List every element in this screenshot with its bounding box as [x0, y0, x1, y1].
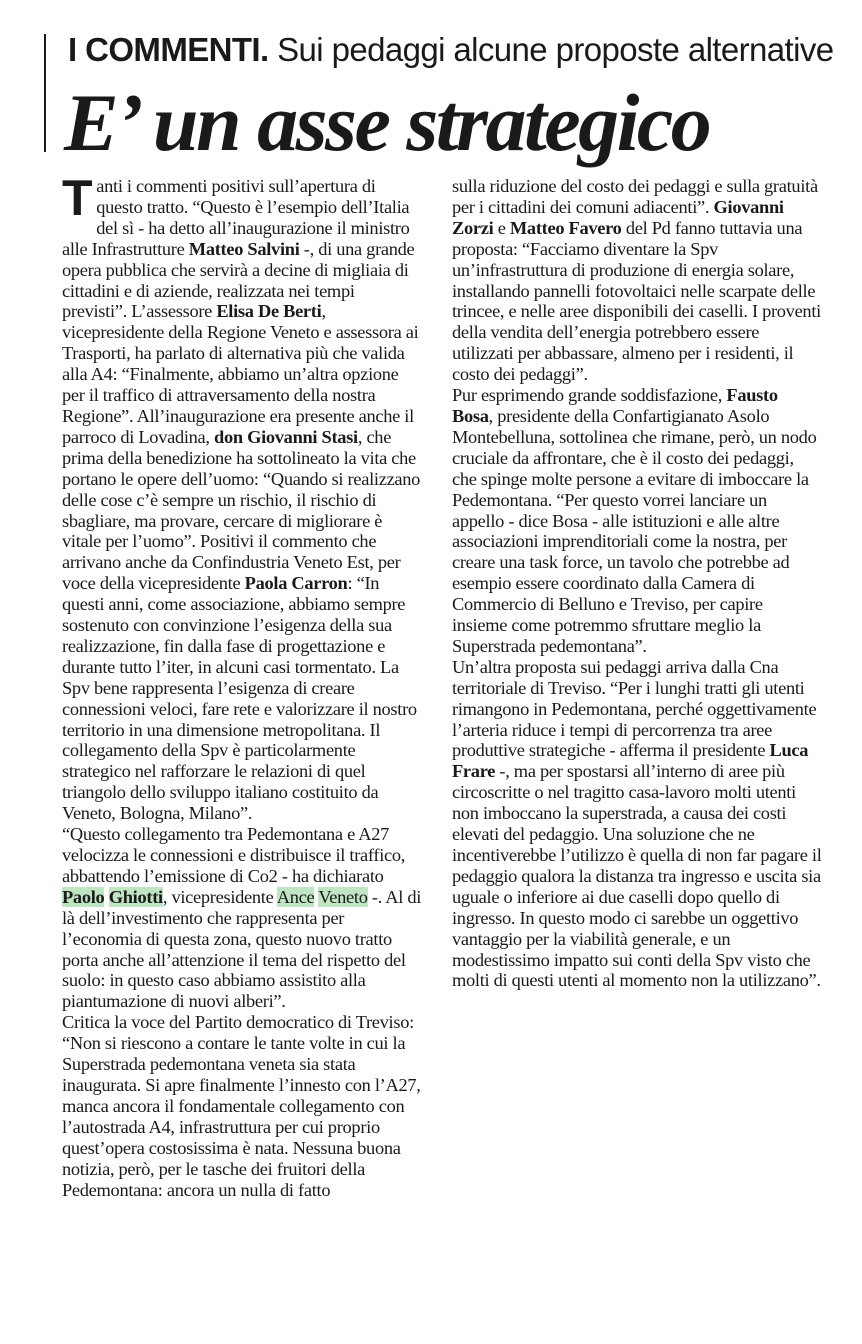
- text-run: sulla riduzione del costo dei pedaggi e sulla gratuità per i cittadini dei comuni adiacenti”.: [452, 176, 818, 217]
- text-run: -. Al di là dell’investimento che rappresenta per l’economia di questa zona, questo nuovo tratto porta anche all’attenzione il tema del rispetto del suolo: in questo caso abbiamo assistito alla piantumazione di nuovi alberi”.: [62, 886, 422, 1012]
- headline: E’ un asse strategico: [64, 77, 710, 168]
- column-left: [62, 170, 422, 1200]
- text-run: , vicepresidente: [162, 886, 277, 907]
- kicker-label: I COMMENTI.: [68, 31, 269, 68]
- text-run: : “In questi anni, come associazione, abbiamo sempre sostenuto con convinzione l’esigenza della sua realizzazione, fin dalla fase di progettazione e durante tutto l’iter, in alcuni casi tormentato. La Spv bene rappresenta l’esigenza di creare connessioni veloci, fare rete e valorizzare il nostro territorio in una dimensione metropolitana. Il collegamento della Spv è particolarmente strategico nel rafforzare le relazioni di quel triangolo dello sviluppo italiano costituito da Veneto, Bologna, Milano”.: [62, 573, 417, 824]
- person-name: don Giovanni Stasi: [214, 426, 358, 447]
- paragraph: [62, 824, 422, 1012]
- text-run: , presidente della Confartigianato Asolo Montebelluna, sottolinea che rimane, però, un nodo cruciale da affrontare, che è il costo dei pedaggi, che spinge molte persone a evitare di imboccare la Pedemontana. “Per questo vorrei lanciare un appello - dice Bosa - alle istituzioni e alle altre associazioni imprenditoriali come la nostra, per creare una task force, un tavolo che potrebbe ad esempio essere coordinato dalla Camera di Commercio di Belluno e Treviso, per capire insieme come potremmo sfruttare meglio la Superstrada pedemontana”.: [452, 405, 817, 656]
- highlighted-name: Ghiotti: [108, 886, 163, 907]
- text-run: “Questo collegamento tra Pedemontana e A27 velocizza le connessioni e distribuisce il traffico, abbattendo l’emissione di Co2 - ha dichiarato: [62, 824, 406, 886]
- text-run: Pur esprimendo grande soddisfazione,: [452, 385, 727, 406]
- person-name: Giovanni Zorzi: [452, 196, 784, 238]
- paragraph: [452, 657, 822, 992]
- text-run: , vicepresidente della Regione Veneto e assessora ai Trasporti, ha parlato di alternativa più che valida alla A4: “Finalmente, abbiamo un’altra opzione per il traffico di attraversamento della nostra Regione”. All’inaugurazione era presente anche il parroco di Lovadina,: [62, 301, 419, 447]
- text-run: e: [493, 217, 510, 238]
- highlighted-org: Veneto: [318, 886, 368, 907]
- highlighted-name: Paolo: [62, 886, 105, 907]
- text-run: anti i commenti positivi sull’apertura di questo tratto. “Questo è l’esempio dell’Italia del sì - ha detto all’inaugurazione il ministro alle Infrastrutture: [62, 176, 410, 259]
- highlighted-org: Ance: [276, 886, 315, 907]
- person-name: Matteo Favero: [509, 217, 622, 238]
- text-run: , che prima della benedizione ha sottolineato la vita che portano le opere dell’uomo: “Quando si realizzano delle cose c’è sempre un rischio, il rischio di sbagliare, ma provare, cercare di migliorare è vitale per l’uomo”. Positivi il commento che arrivano anche da Confindustria Veneto Est, per voce della vicepresidente: [62, 426, 421, 594]
- paragraph: [452, 385, 822, 657]
- paragraph: [452, 176, 822, 385]
- text-run: -, di una grande opera pubblica che servirà a decine di migliaia di cittadini e di aziende, realizzata nei tempi previsti”. L’assessore: [62, 238, 415, 322]
- drop-cap: T: [62, 170, 93, 226]
- person-name: Elisa De Berti: [216, 301, 322, 322]
- person-name: Luca Frare: [452, 740, 809, 782]
- text-run: -, ma per spostarsi all’interno di aree più circoscritte o nel tragitto casa-lavoro molti utenti non imboccano la superstrada, a causa dei costi elevati del pedaggio. Una soluzione che ne incentiverebbe l’utilizzo è quella di non far pagare il pedaggio qualora la distanza tra ingresso e uscita sia uguale o inferiore ai due caselli dopo quello di ingresso. In questo modo ci sarebbe un oggettivo vantaggio per la viabilità generale, e un modestissimo impatto sui conti della Spv visto che molti di questi utenti al momento non la utilizzano”.: [452, 761, 822, 991]
- person-name: Fausto Bosa: [452, 385, 778, 426]
- kicker-text: Sui pedaggi alcune proposte alternative: [268, 31, 834, 68]
- paragraph: [62, 170, 422, 824]
- kicker: [68, 30, 842, 70]
- header-rule: [44, 34, 46, 152]
- person-name: Paola Carron: [244, 573, 348, 594]
- column-right: [452, 176, 822, 991]
- text-run: Un’altra proposta sui pedaggi arriva dalla Cna territoriale di Treviso. “Per i lunghi tratti gli utenti rimangono in Pedemontana, perché oggettivamente l’arteria riduce i tempi di percorrenza tra aree produttive strategiche - afferma il presidente: [452, 656, 817, 761]
- text-run: del Pd fanno tuttavia una proposta: “Facciamo diventare la Spv un’infrastruttura di produzione di energia solare, installando pannelli fotovoltaici nelle scarpate delle trincee, e nelle aree disponibili dei caselli. I proventi della vendita dell’energia potrebbero essere utilizzati per abbassare, almeno per i residenti, il costo dei pedaggi”.: [452, 217, 821, 385]
- person-name: Matteo Salvini: [188, 238, 300, 259]
- paragraph: Critica la voce del Partito democratico di Treviso: “Non si riescono a contare le tante volte in cui la Superstrada pedemontana veneta sia stata inaugurata. Si apre finalmente l’innesto con l’A27, manca ancora il fondamentale collegamento con l’autostrada A4, infrastruttura per cui proprio quest’opera costosissima è nata. Nessuna buona notizia, però, per le tasche dei fruitori della Pedemontana: ancora un nulla di fatto: [62, 1012, 421, 1200]
